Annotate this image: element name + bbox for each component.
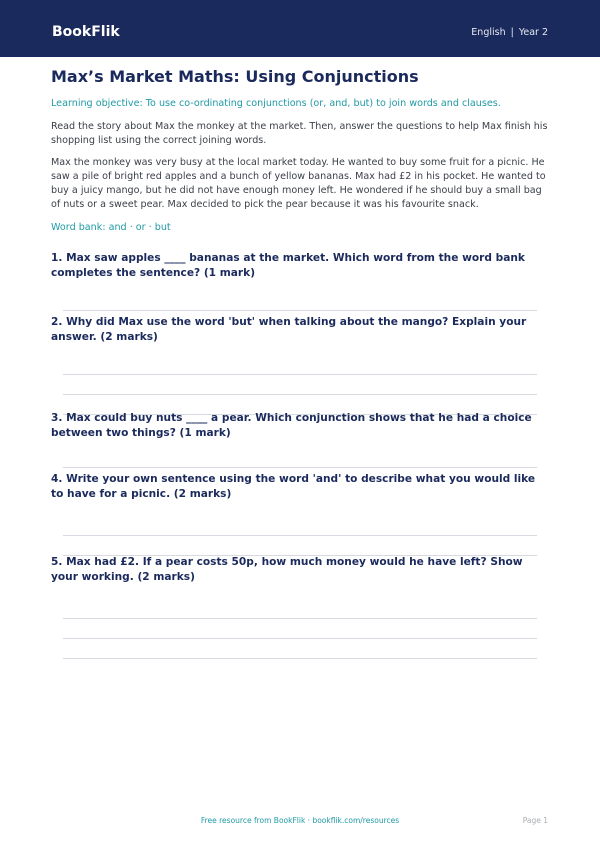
year-label: Year 2	[518, 27, 548, 38]
footer-credit[interactable]: Free resource from BookFlik · bookflik.com/resources	[200, 816, 400, 825]
answer-line[interactable]	[63, 374, 537, 375]
brand-logo[interactable]: BookFlik	[52, 24, 120, 40]
worksheet-body	[51, 64, 548, 659]
answer-line[interactable]	[63, 638, 537, 639]
answer-line[interactable]	[63, 310, 537, 311]
question-5: 5. Max had £2. If a pear costs 50p, how much money would he have left? Show your working. (2 marks)	[51, 556, 523, 583]
word-bank: Word bank: and · or · but	[51, 222, 171, 233]
page-number: Page 1	[522, 816, 548, 825]
question-4: 4. Write your own sentence using the word 'and' to describe what you would like to have for a picnic. (2 marks)	[51, 473, 536, 500]
story-paragraph: Max the monkey was very busy at the local market today. He wanted to buy some fruit for a picnic. He saw a pile of bright red apples and a bunch of yellow bananas. Max had £2 in his pocket. He wanted to buy a juicy mango, but he did not have enough money left. He wondered if he should buy a small bag of nuts or a sweet pear. Max decided to pick the pear because it was his favourite snack.	[51, 157, 546, 210]
question-3: 3. Max could buy nuts ____ a pear. Which conjunction shows that he had a choice between two things? (1 mark)	[51, 412, 532, 439]
answer-line[interactable]	[63, 618, 537, 619]
header-separator: |	[510, 27, 514, 38]
page-title: Max’s Market Maths: Using Conjunctions	[51, 67, 419, 86]
subject-label: English	[471, 27, 506, 38]
answer-line[interactable]	[63, 394, 537, 395]
question-2: 2. Why did Max use the word 'but' when talking about the mango? Explain your answer. (2 marks)	[51, 316, 527, 343]
page-header	[0, 0, 600, 57]
answer-line[interactable]	[63, 467, 537, 468]
answer-line[interactable]	[63, 658, 537, 659]
learning-objective: Learning objective: To use co-ordinating conjunctions (or, and, but) to join words and clauses.	[51, 98, 501, 109]
answer-line[interactable]	[63, 535, 537, 536]
intro-paragraph: Read the story about Max the monkey at the market. Then, answer the questions to help Max finish his shopping list using the correct joining words.	[51, 121, 548, 146]
question-1: 1. Max saw apples ____ bananas at the market. Which word from the word bank completes the sentence? (1 mark)	[51, 252, 525, 279]
header-meta	[471, 27, 548, 39]
